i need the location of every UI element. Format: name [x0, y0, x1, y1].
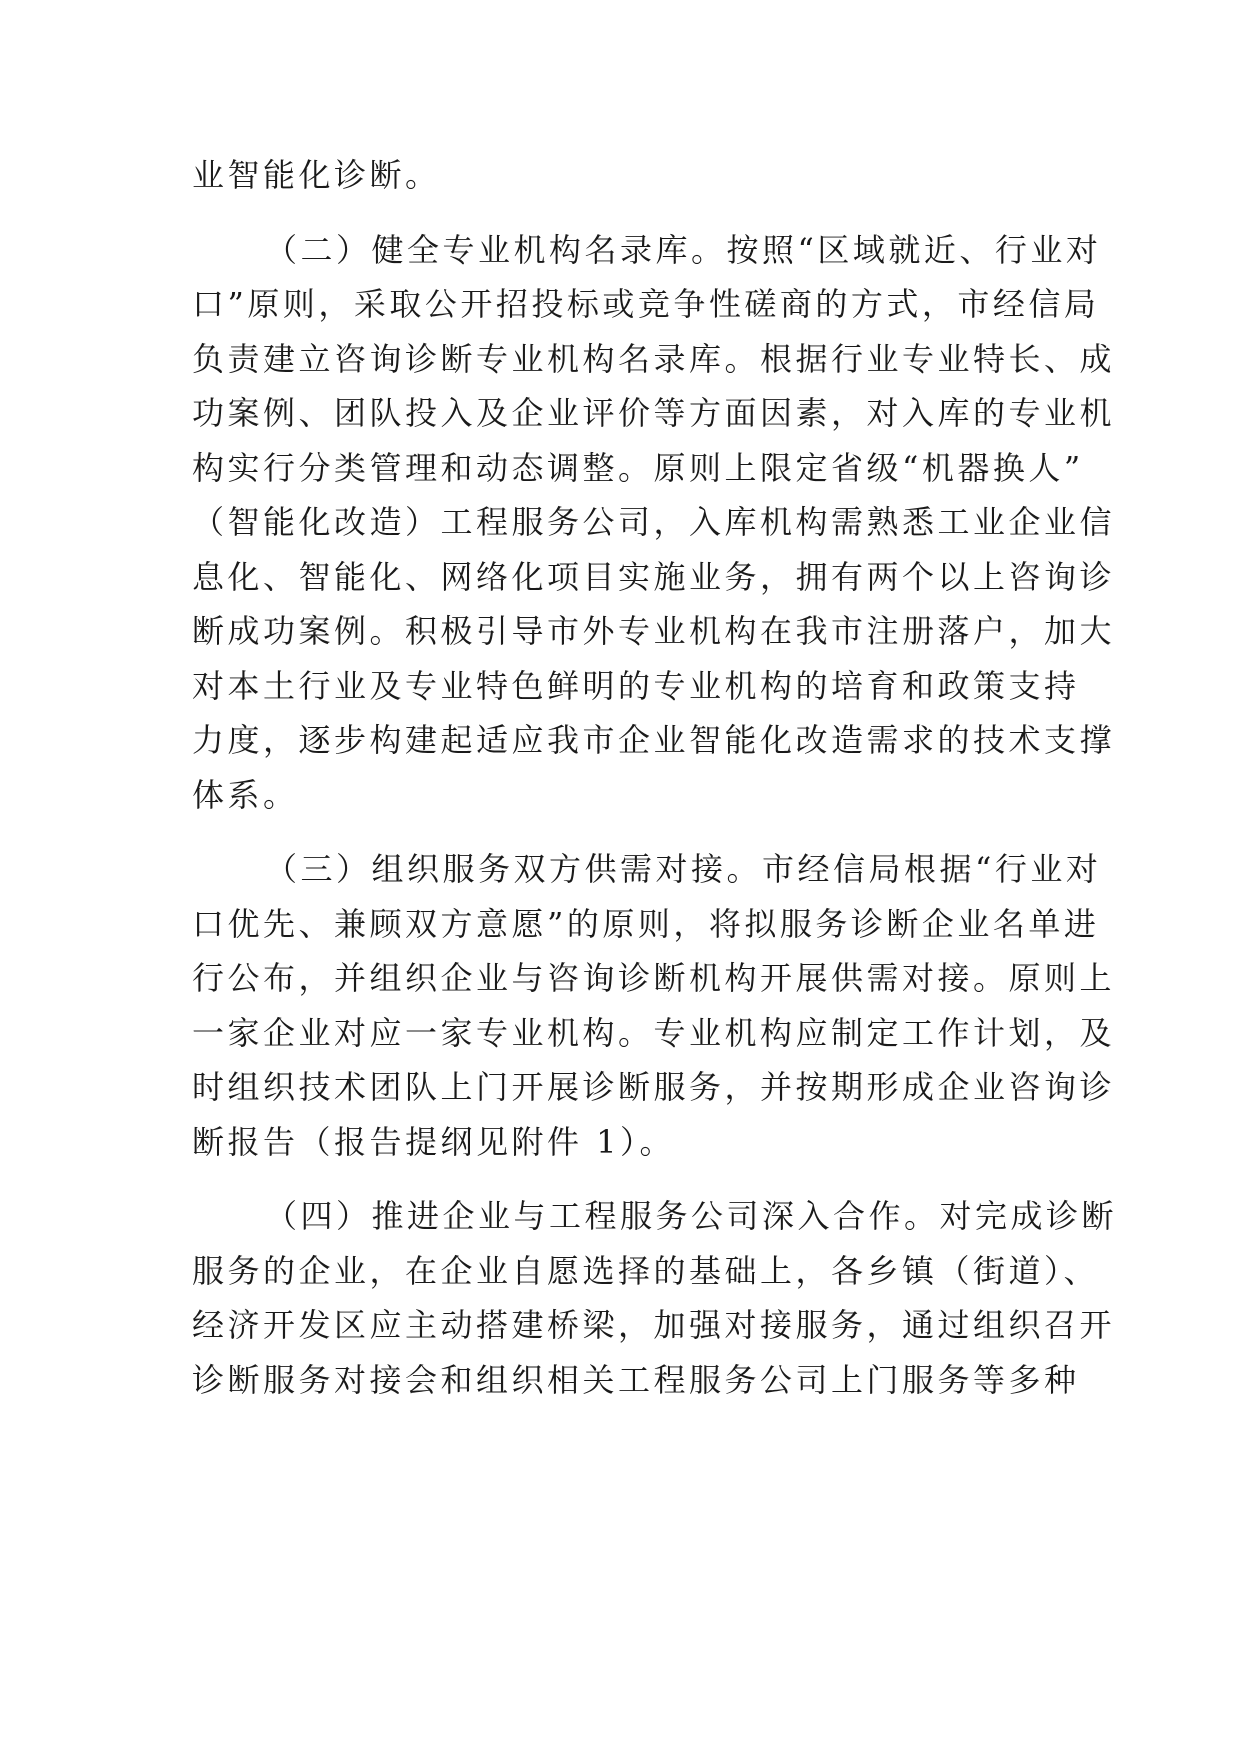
paragraph-4: [192, 1189, 1118, 1407]
text-line: 服务的企业，在企业自愿选择的基础上，各乡镇（街道）、: [192, 1251, 1100, 1290]
text-line: 业智能化诊断。: [192, 156, 441, 194]
text-line: 断成功案例。积极引导市外专业机构在我市注册落户，加大: [192, 612, 1116, 650]
paragraph-heading-line: （四）推进企业与工程服务公司深入合作。对完成诊断: [265, 1197, 1118, 1235]
paragraph-3: [192, 842, 1116, 1169]
text-line: 经济开发区应主动搭建桥梁，加强对接服务，通过组织召开: [192, 1306, 1116, 1344]
text-line: 息化、智能化、网络化项目实施业务，拥有两个以上咨询诊: [192, 557, 1116, 596]
text-line: 构实行分类管理和动态调整。原则上限定省级“机器换人”: [192, 448, 1084, 487]
text-line: 一家企业对应一家专业机构。专业机构应制定工作计划，及: [192, 1013, 1116, 1052]
text-line: 时组织技术团队上门开展诊断服务，并按期形成企业咨询诊: [192, 1068, 1116, 1106]
text-line: 力度，逐步构建起适应我市企业智能化改造需求的技术支撑: [192, 721, 1116, 759]
document-body: [192, 148, 1118, 1407]
text-line: 体系。: [192, 775, 299, 814]
paragraph-continuation: [192, 148, 1062, 203]
paragraph-spacer: [192, 822, 1062, 842]
text-line: 诊断服务对接会和组织相关工程服务公司上门服务等多种: [192, 1360, 1080, 1399]
text-line: 行公布，并组织企业与咨询诊断机构开展供需对接。原则上: [192, 959, 1116, 997]
paragraph-spacer: [192, 203, 1062, 223]
paragraph-heading-line: （三）组织服务双方供需对接。市经信局根据“行业对: [265, 850, 1102, 888]
text-line: 对本土行业及专业特色鲜明的专业机构的培育和政策支持: [192, 666, 1080, 705]
paragraph-spacer: [192, 1169, 1062, 1189]
text-line: 断报告（报告提纲见附件 1）。: [192, 1122, 676, 1161]
text-line: （智能化改造）工程服务公司，入库机构需熟悉工业企业信: [192, 503, 1116, 541]
text-line: 口优先、兼顾双方意愿”的原则，将拟服务诊断企业名单进: [192, 904, 1100, 943]
text-line: 口”原则，采取公开招投标或竞争性磋商的方式，市经信局: [192, 285, 1100, 323]
paragraph-2: [192, 223, 1116, 823]
text-line: 负责建立咨询诊断专业机构名录库。根据行业专业特长、成: [192, 339, 1116, 378]
text-line: 功案例、团队投入及企业评价等方面因素，对入库的专业机: [192, 394, 1116, 432]
paragraph-heading-line: （二）健全专业机构名录库。按照“区域就近、行业对: [265, 230, 1102, 269]
